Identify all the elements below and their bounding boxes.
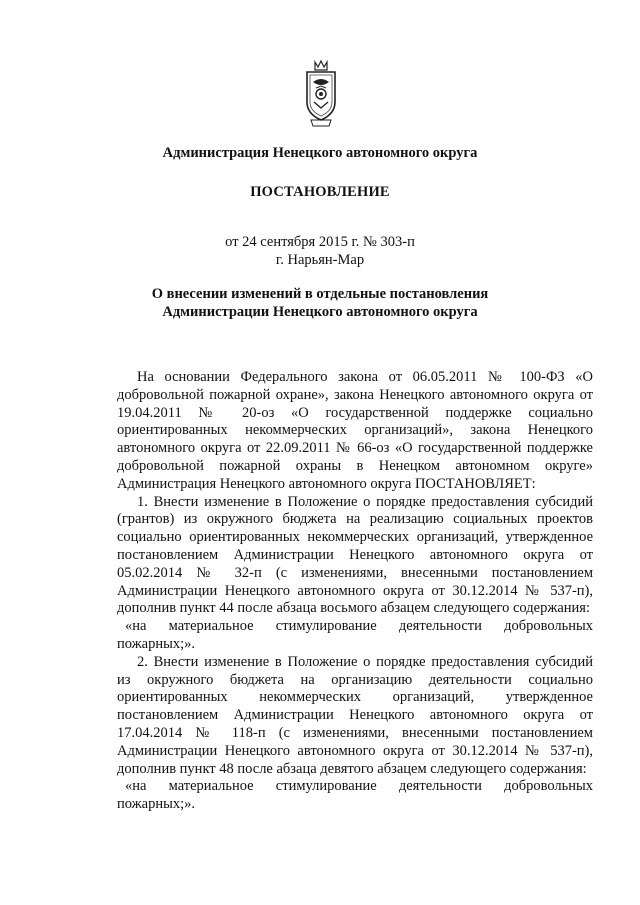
coat-of-arms-icon: [303, 58, 339, 130]
organization-name: Администрация Ненецкого автономного округа: [162, 145, 478, 161]
document-body: [117, 369, 593, 814]
document-title: [0, 285, 640, 321]
title-line-1: О внесении изменений в отдельные постановления: [151, 286, 489, 302]
date-block: [0, 233, 640, 269]
quote-2-paragraph: «на материальное стимулирование деятельности добровольных пожарных;».: [117, 778, 593, 813]
preamble-paragraph: На основании Федерального закона от 06.05.2011 № 100-ФЗ «О добровольной пожарной охране», закона Ненецкого автономного округа от 19.04.2011 № 20-оз «О государственной поддержке социально ориентированных некоммерческих организаций», закона Ненецкого автономного округа от 22.09.2011 № 66-оз «О государственной поддержке добровольной пожарной охраны в Ненецком автономном округе» Администрация Ненецкого автономного округа ПОСТАНОВЛЯЕТ:: [117, 369, 593, 492]
document-type: ПОСТАНОВЛЕНИЕ: [250, 184, 390, 200]
title-line-2: Администрации Ненецкого автономного округа: [162, 304, 478, 320]
item-1-paragraph: 1. Внести изменение в Положение о порядке предоставления субсидий (грантов) из окружного бюджета на реализацию социальных проектов социально ориентированных некоммерческих организаций, утвержденное постановлением Администрации Ненецкого автономного округа от 05.02.2014 № 32-п (с изменениями, внесенными постановлением Администрации Ненецкого автономного округа от 30.12.2014 № 537-п), дополнив пункт 44 после абзаца восьмого абзацем следующего содержания:: [117, 493, 593, 617]
date-number: от 24 сентября 2015 г. № 303-п: [225, 234, 415, 250]
item-2-paragraph: 2. Внести изменение в Положение о порядке предоставления субсидий из окружного бюджета на организацию деятельности социально ориентированных некоммерческих организаций, утвержденное постановлением Администрации Ненецкого автономного округа от 17.04.2014 № 118-п (с изменениями, внесенными постановлением Администрации Ненецкого автономного округа от 30.12.2014 № 537-п), дополнив пункт 48 после абзаца девятого абзацем следующего содержания:: [117, 653, 593, 777]
quote-1-paragraph: «на материальное стимулирование деятельности добровольных пожарных;».: [117, 618, 593, 652]
place: г. Нарьян-Мар: [275, 252, 365, 268]
